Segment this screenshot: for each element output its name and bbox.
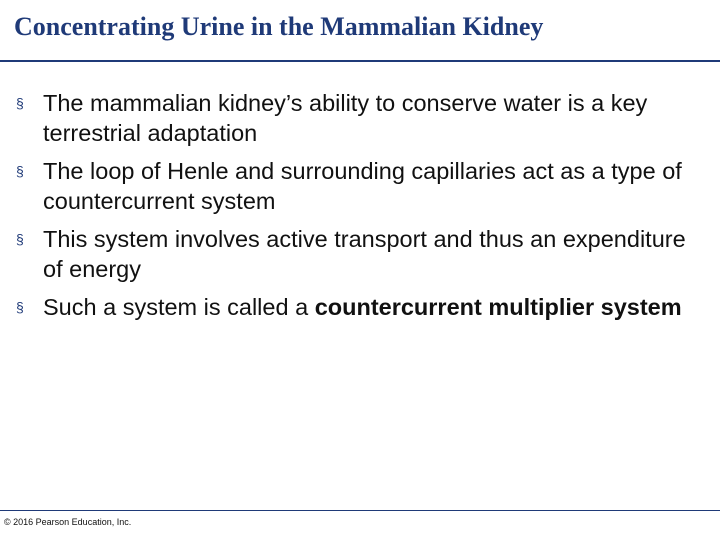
bullet-list [16,88,706,330]
slide-title: Concentrating Urine in the Mammalian Kidney [14,12,544,41]
bullet-item [16,88,706,148]
copyright-notice: © 2016 Pearson Education, Inc. [4,517,132,527]
bullet-item [16,156,706,216]
bullet-marker-icon: § [16,299,24,315]
bullet-bold-term: countercurrent multiplier system [314,294,682,320]
bullet-marker-icon: § [16,163,24,179]
bullet-item [16,292,706,322]
footer-divider [0,510,720,511]
bullet-item [16,224,706,284]
title-divider [0,60,720,62]
bullet-text: The mammalian kidney’s ability to conserve water is a key terrestrial adaptation [43,90,648,146]
bullet-marker-icon: § [16,95,24,111]
bullet-text: The loop of Henle and surrounding capillaries act as a type of countercurrent system [43,158,682,214]
bullet-marker-icon: § [16,231,24,247]
bullet-text: Such a system is called a [43,294,315,320]
bullet-text: This system involves active transport and thus an expenditure of energy [43,226,686,282]
